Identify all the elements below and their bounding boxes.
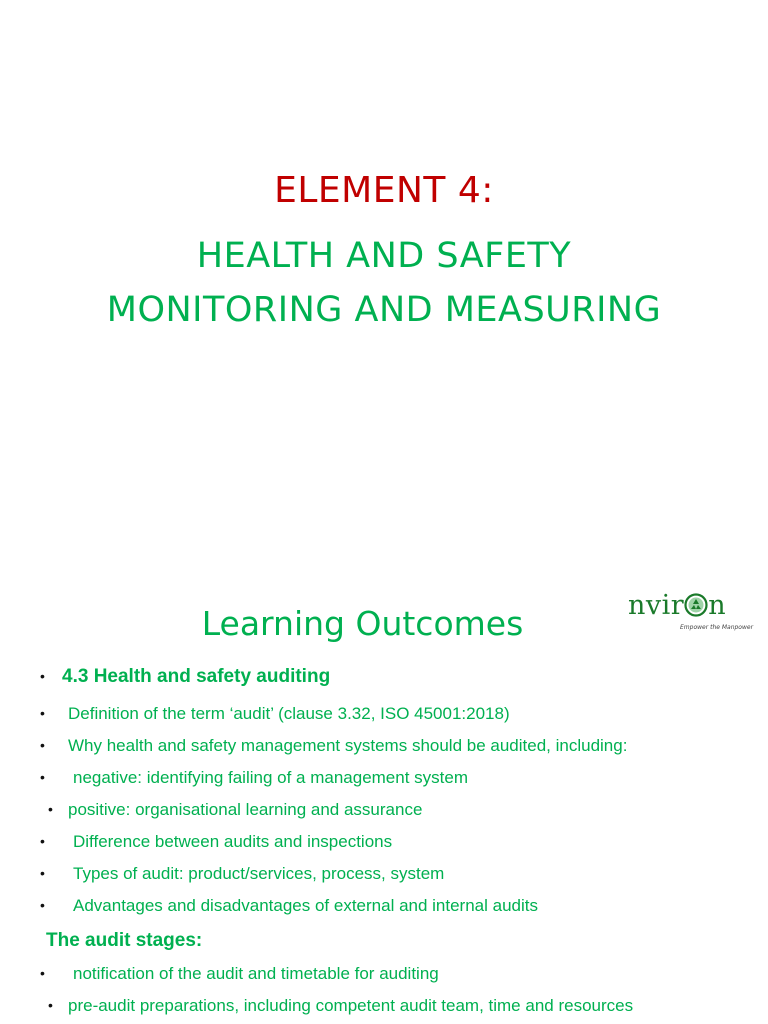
audit-stages-heading: The audit stages: [46, 930, 203, 951]
recycle-globe-icon [684, 593, 708, 617]
learning-outcomes-slide: Learning Outcomes nvir n Empower the Manpower • 4.3 Health and safety auditing • Definition of the term ‘audit’ (clause 3.32, ISO 45001:2018) • Why health and safety management systems should be audited, including: • negative: identifying failing of a management system • positive: organisational learning and assurance • Difference between audits and inspections • Types of audit: product/services, process, system • Advantages and disadvantages of external and internal audits The audit stages: • notification of the audit and timetable for auditing • pre-audit preparations, including competent audit team, time and resources [0, 590, 768, 1024]
bullet-icon: • [40, 865, 45, 881]
logo-tagline: Empower the Manpower [680, 624, 754, 631]
bullet-icon: • [40, 705, 45, 721]
logo-text-suffix: n [708, 590, 727, 621]
bullet-icon: • [40, 965, 45, 981]
element-title: ELEMENT 4: [274, 170, 494, 211]
learning-outcomes-title: Learning Outcomes [201, 604, 524, 643]
bullet-icon: • [40, 897, 45, 913]
subtitle-line-1: HEALTH AND SAFETY [196, 236, 572, 276]
bullet-icon: • [48, 801, 53, 817]
bullet-icon: • [48, 997, 53, 1013]
bullet-icon: • [40, 833, 45, 849]
bullet-icon: • [40, 769, 45, 785]
bullet-icon: • [40, 668, 45, 684]
subtitle-line-2: MONITORING AND MEASURING [106, 290, 662, 330]
bullet-icon: • [40, 737, 45, 753]
nviron-logo [628, 590, 756, 638]
logo-wordmark [628, 590, 726, 621]
logo-text-prefix: nvir [628, 590, 685, 621]
